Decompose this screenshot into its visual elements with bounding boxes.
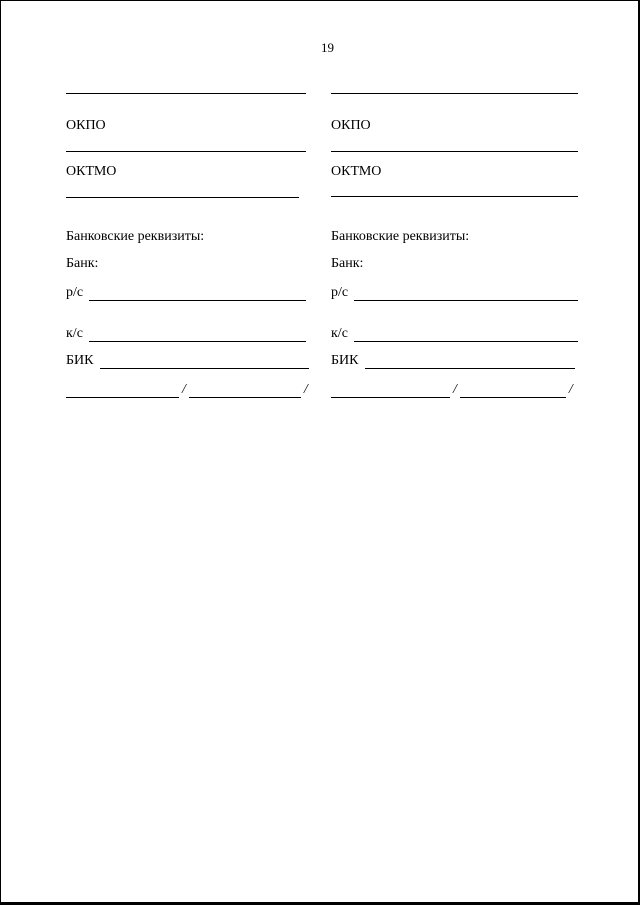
okpo-line	[331, 151, 578, 152]
ks-field[interactable]	[66, 326, 306, 342]
okpo-label: ОКПО	[331, 118, 371, 133]
page-number: 19	[321, 40, 334, 55]
name-line	[66, 93, 306, 94]
rs-label: р/с	[66, 285, 84, 300]
ks-label: к/с	[331, 326, 348, 341]
bik-line	[100, 356, 310, 369]
bik-field[interactable]	[66, 353, 309, 369]
bik-label: БИК	[66, 353, 94, 368]
left-requisites-column	[66, 0, 306, 420]
ks-line	[354, 329, 578, 342]
signature-field[interactable]	[66, 382, 308, 398]
rs-field[interactable]	[66, 285, 306, 301]
bank-details-label: Банковские реквизиты:	[66, 229, 205, 244]
bank-details-label: Банковские реквизиты:	[331, 229, 470, 244]
ks-label: к/с	[66, 326, 83, 341]
signature-name-line	[460, 385, 566, 398]
ks-line	[89, 329, 306, 342]
rs-label: р/с	[331, 285, 349, 300]
signature-separator: /	[182, 382, 186, 397]
right-requisites-column	[331, 0, 578, 420]
oktmo-label: ОКТМО	[331, 164, 382, 179]
signature-field[interactable]	[331, 382, 573, 398]
oktmo-line	[66, 197, 299, 198]
rs-line	[354, 288, 578, 301]
bik-label: БИК	[331, 353, 359, 368]
okpo-label: ОКПО	[66, 118, 106, 133]
signature-separator: /	[453, 382, 457, 397]
oktmo-label: ОКТМО	[66, 164, 117, 179]
bik-field[interactable]	[331, 353, 575, 369]
okpo-line	[66, 151, 306, 152]
rs-field[interactable]	[331, 285, 578, 301]
bank-label: Банк:	[66, 256, 99, 271]
signature-end-slash: /	[303, 382, 308, 397]
rs-line	[89, 288, 306, 301]
signature-line	[66, 385, 179, 398]
signature-name-line	[189, 385, 301, 398]
name-line	[331, 93, 578, 94]
oktmo-line	[331, 196, 578, 197]
bik-line	[365, 356, 576, 369]
signature-end-slash: /	[568, 382, 573, 397]
bank-label: Банк:	[331, 256, 364, 271]
ks-field[interactable]	[331, 326, 578, 342]
signature-line	[331, 385, 450, 398]
